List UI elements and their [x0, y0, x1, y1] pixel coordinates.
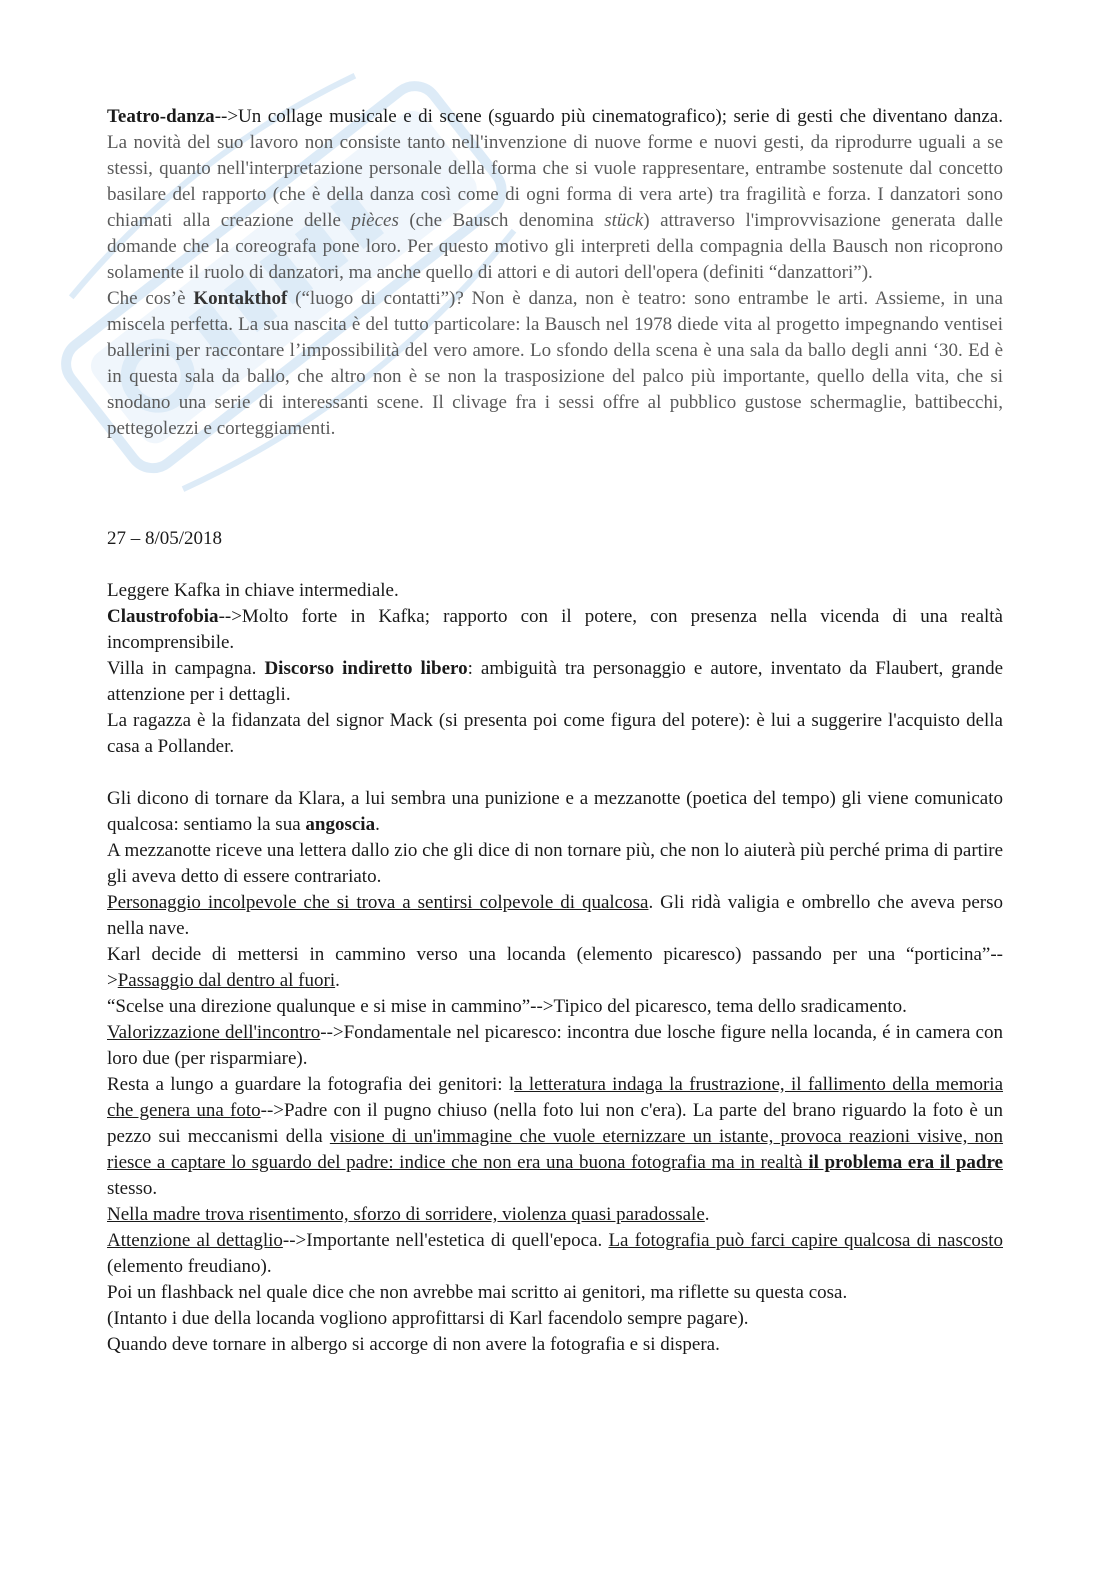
- paragraph-klara: Gli dicono di tornare da Klara, a lui sembra una punizione e a mezzanotte (poetica del tempo) gli viene comunicato qualcosa: sentiamo la sua angoscia.: [107, 788, 1003, 835]
- paragraph-albergo: Quando deve tornare in albergo si accorge di non avere la fotografia e si dispera.: [107, 1334, 720, 1355]
- paragraph-fotografia: Resta a lungo a guardare la fotografia dei genitori: la letteratura indaga la frustrazione, il fallimento della memoria che genera una foto-->Padre con il pugno chiuso (nella foto lui non c'era). La parte del brano riguardo la foto è un pezzo sui meccanismi della visione di un'immagine che vuole eternizzare un istante, provoca reazioni visive, non riesce a captare lo sguardo del padre: indice che non era una buona fotografia ma in realtà il problema era il padre stesso.: [107, 1074, 1004, 1199]
- spacer: [107, 552, 1003, 578]
- paragraph-kontakthof: Che cos’è Kontakthof (“luogo di contatti”)? Non è danza, non è teatro: sono entrambe le arti. Assieme, in una miscela perfetta. La sua nascita è del tutto particolare: la Bausch nel 1978 diede vita al progetto impegnando ventisei ballerini per raccontare l’impossibilità del vero amore. Lo sfondo della scena è una sala da ballo degli anni ‘30. Ed è in questa sala da ballo, che altro non è se non la trasposizione del palco più importante, quello della vita, che si snodano una serie di interessanti scene. Il clivage fra i sessi offre al pubblico gustose schermaglie, battibecchi, pettegolezzi e corteggiamenti.: [107, 288, 1003, 439]
- section-date: 27 – 8/05/2018: [107, 528, 223, 549]
- paragraph-incolpevole: Personaggio incolpevole che si trova a sentirsi colpevole di qualcosa. Gli ridà valigia e ombrello che aveva perso nella nave.: [107, 892, 1003, 939]
- spacer: [107, 760, 1003, 786]
- paragraph-incontro: Valorizzazione dell'incontro-->Fondamentale nel picaresco: incontra due losche figure nella locanda, é in camera con loro due (per risparmiare).: [107, 1022, 1003, 1069]
- paragraph-villa: Villa in campagna. Discorso indiretto libero: ambiguità tra personaggio e autore, inventato da Flaubert, grande attenzione per i dettagli.: [107, 658, 1003, 705]
- paragraph-teatro-danza: Teatro-danza-->Un collage musicale e di scene (sguardo più cinematografico); serie di gesti che diventano danza. La novità del suo lavoro non consiste tanto nell'invenzione di nuove forme e nuovi gesti, da riprodurre uguali a se stessi, quanto nell'interpretazione personale della forma che si vuole rappresentare, entrambe sostenute dal concetto basilare del rapporto (che è della danza così come di ogni forma di vera arte) tra fragilità e forza. I danzatori sono chiamati alla creazione delle pièces (che Bausch denomina stück) attraverso l'improvvisazione generata dalle domande che la coreografa pone loro. Per questo motivo gli interpreti della compagnia della Bausch non ricoprono solamente il ruolo di danzatori, ma anche quello di attori e di autori dell'opera (definiti “danzattori”).: [107, 106, 1003, 283]
- paragraph-lettera: A mezzanotte riceve una lettera dallo zio che gli dice di non tornare più, che non lo aiuterà più perché prima di partire gli aveva detto di essere contrariato.: [107, 840, 1003, 887]
- paragraph-dettaglio: Attenzione al dettaglio-->Importante nell'estetica di quell'epoca. La fotografia può farci capire qualcosa di nascosto (elemento freudiano).: [107, 1230, 1003, 1277]
- paragraph-direzione: “Scelse una direzione qualunque e si mise in cammino”-->Tipico del picaresco, tema dello sradicamento.: [107, 996, 907, 1017]
- term-teatro-danza: Teatro-danza: [107, 106, 215, 127]
- paragraph-ragazza: La ragazza è la fidanzata del signor Mack (si presenta poi come figura del potere): è lui a suggerire l'acquisto della casa a Pollander.: [107, 710, 1003, 757]
- paragraph-flashback: Poi un flashback nel quale dice che non avrebbe mai scritto ai genitori, ma riflette su questa cosa.: [107, 1282, 848, 1303]
- paragraph-porticina: Karl decide di mettersi in cammino verso una locanda (elemento picaresco) passando per una “porticina”-->Passaggio dal dentro al fuori.: [107, 944, 1003, 991]
- paragraph-madre: Nella madre trova risentimento, sforzo di sorridere, violenza quasi paradossale.: [107, 1204, 710, 1225]
- spacer: [107, 442, 1003, 526]
- paragraph-claustrofobia: Claustrofobia-->Molto forte in Kafka; rapporto con il potere, con presenza nella vicenda di una realtà incomprensibile.: [107, 606, 1003, 653]
- document-page: [107, 104, 1003, 1358]
- line-intro: Leggere Kafka in chiave intermediale.: [107, 580, 399, 601]
- paragraph-locanda: (Intanto i due della locanda vogliono approfittarsi di Karl facendolo sempre pagare).: [107, 1308, 749, 1329]
- term-kontakthof: Kontakthof: [193, 288, 288, 309]
